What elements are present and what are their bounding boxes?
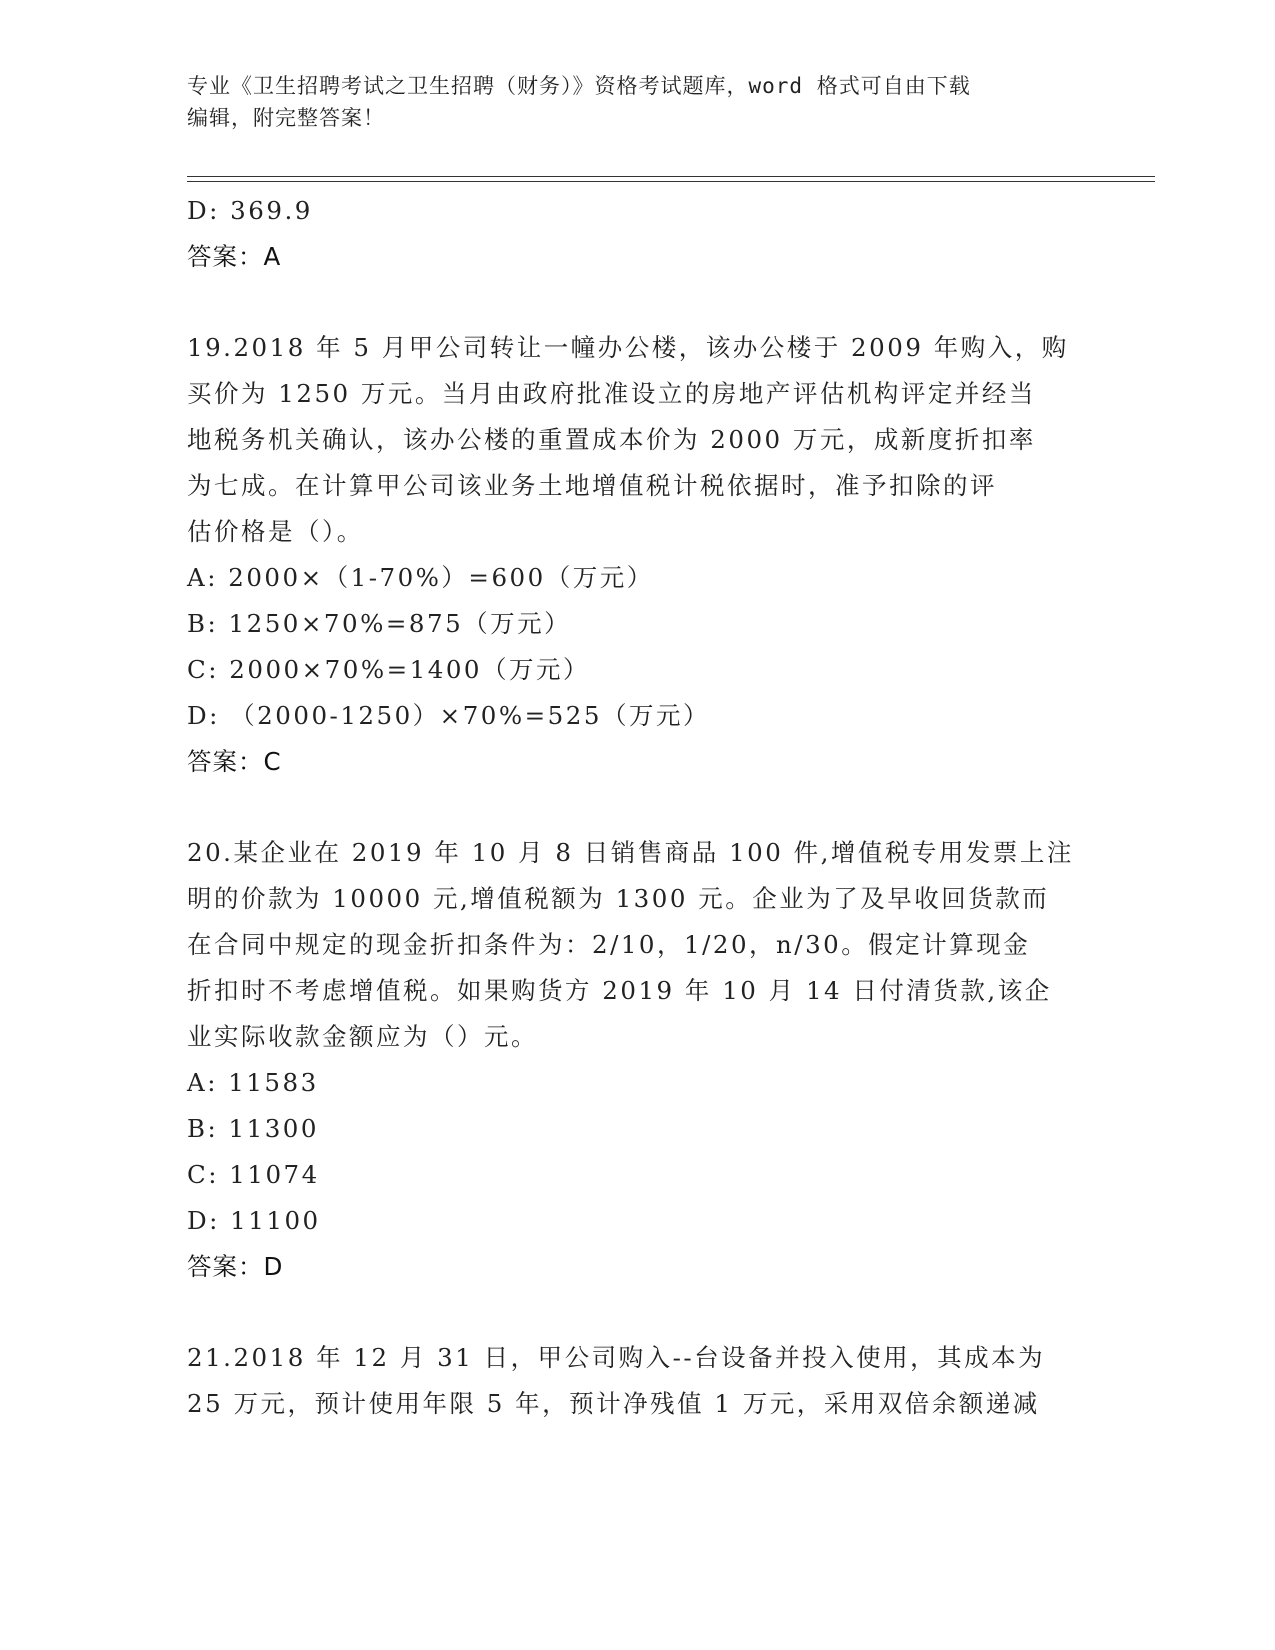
answer: 答案：A — [187, 242, 282, 271]
option-d: D: 369.9 — [187, 196, 313, 225]
option-a: A: 11583 — [187, 1068, 319, 1097]
document-header — [187, 70, 1087, 134]
question-text-line: 业实际收款金额应为（）元。 — [187, 1022, 538, 1051]
question-21 — [187, 1335, 1087, 1427]
question-20 — [187, 830, 1087, 1290]
question-text-line: 为七成。在计算甲公司该业务土地增值税计税依据时，准予扣除的评 — [187, 471, 997, 500]
document-body — [187, 188, 1087, 1427]
question-text-line: 估价格是（）。 — [187, 517, 364, 546]
header-line-2: 编辑，附完整答案！ — [187, 106, 385, 130]
answer: 答案：C — [187, 747, 282, 776]
question-text-line: 买价为 1250 万元。当月由政府批准设立的房地产评估机构评定并经当 — [187, 379, 1036, 408]
option-c: C: 11074 — [187, 1160, 320, 1189]
question-text-line: 明的价款为 10000 元,增值税额为 1300 元。企业为了及早收回货款而 — [187, 884, 1050, 913]
question-text-line: 折扣时不考虑增值税。如果购货方 2019 年 10 月 14 日付清货款,该企 — [187, 976, 1052, 1005]
question-text-line: 20.某企业在 2019 年 10 月 8 日销售商品 100 件,增值税专用发票上注 — [187, 838, 1074, 867]
header-divider-bottom — [187, 181, 1155, 182]
option-d: D: 11100 — [187, 1206, 321, 1235]
spacer — [187, 1290, 1087, 1335]
option-c: C: 2000×70%=1400（万元） — [187, 655, 591, 684]
question-text-line: 地税务机关确认，该办公楼的重置成本价为 2000 万元，成新度折扣率 — [187, 425, 1036, 454]
question-19 — [187, 325, 1087, 785]
option-b: B: 11300 — [187, 1114, 319, 1143]
question-text-line: 25 万元，预计使用年限 5 年，预计净残值 1 万元，采用双倍余额递减 — [187, 1389, 1040, 1418]
question-text-line: 19.2018 年 5 月甲公司转让一幢办公楼，该办公楼于 2009 年购入，购 — [187, 333, 1069, 362]
option-d: D: （2000-1250）×70%=525（万元） — [187, 701, 710, 730]
option-a: A: 2000×（1-70%）=600（万元） — [187, 563, 654, 592]
header-line-1: 专业《卫生招聘考试之卫生招聘（财务）》资格考试题库，word 格式可自由下载 — [187, 74, 971, 98]
header-divider-top — [187, 176, 1155, 177]
question-text-line: 21.2018 年 12 月 31 日，甲公司购入--台设备并投入使用，其成本为 — [187, 1343, 1046, 1372]
option-b: B: 1250×70%=875（万元） — [187, 609, 572, 638]
spacer — [187, 785, 1087, 830]
question-text-line: 在合同中规定的现金折扣条件为：2/10，1/20，n/30。假定计算现金 — [187, 930, 1031, 959]
answer: 答案：D — [187, 1252, 284, 1281]
spacer — [187, 280, 1087, 325]
